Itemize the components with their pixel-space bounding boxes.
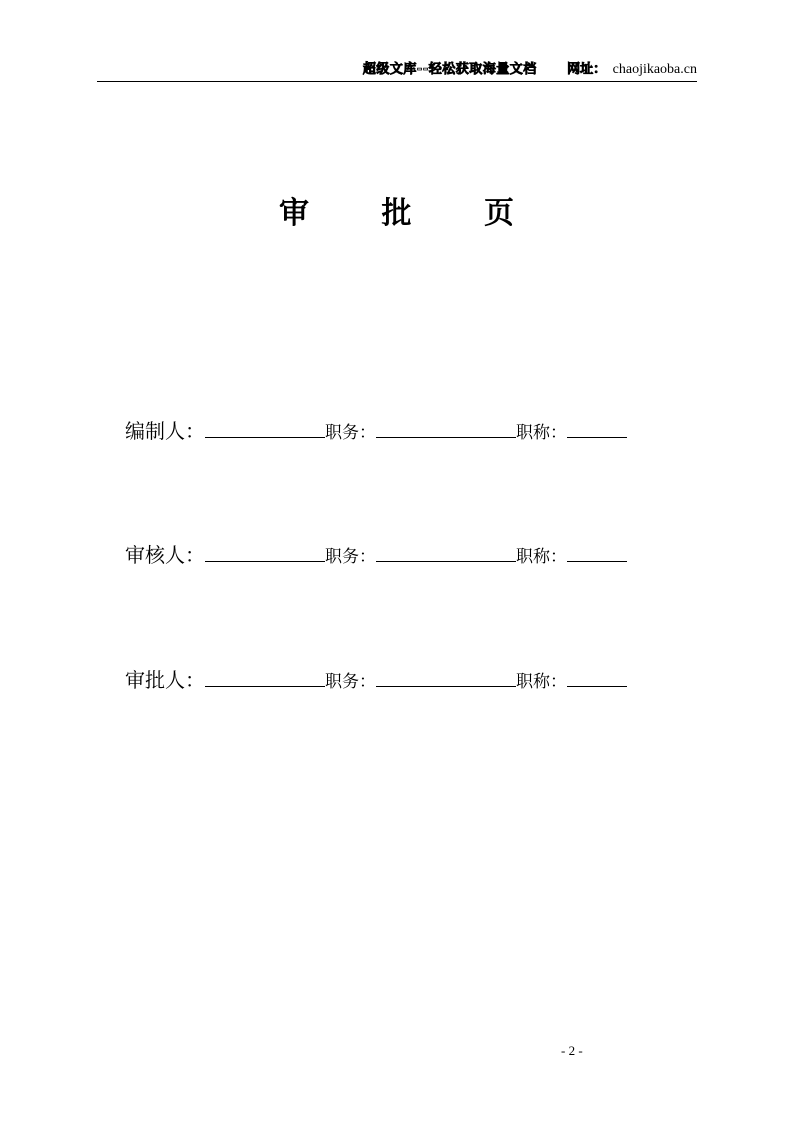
signature-row-approver — [125, 668, 627, 694]
role-label: 审核人： — [125, 543, 205, 567]
title-char-2: 批 — [381, 196, 412, 231]
role-label: 编制人： — [125, 419, 205, 443]
duty-blank — [376, 419, 516, 438]
page-title — [0, 188, 793, 232]
rank-blank — [567, 543, 627, 562]
title-char-1: 审 — [279, 196, 310, 231]
signature-row-reviewer — [125, 543, 627, 569]
name-blank — [205, 419, 325, 438]
header-text — [363, 58, 697, 78]
rank-label: 职称： — [516, 547, 567, 567]
rank-blank — [567, 419, 627, 438]
header-url-label: 网址： — [567, 62, 607, 77]
rank-label: 职称： — [516, 423, 567, 443]
name-blank — [205, 668, 325, 687]
header-site-name: 超级文库--轻松获取海量文档 — [362, 62, 537, 77]
duty-label: 职务： — [325, 423, 376, 443]
duty-blank — [376, 543, 516, 562]
signature-row-compiler — [125, 419, 627, 445]
duty-blank — [376, 668, 516, 687]
rank-blank — [567, 668, 627, 687]
rank-label: 职称： — [516, 672, 567, 692]
name-blank — [205, 543, 325, 562]
page-header — [97, 52, 697, 82]
header-url: chaojikaoba.cn — [612, 62, 697, 77]
page-number: - 2 - — [561, 1043, 583, 1058]
duty-label: 职务： — [325, 672, 376, 692]
role-label: 审批人： — [125, 668, 205, 692]
title-char-3: 页 — [483, 196, 514, 231]
duty-label: 职务： — [325, 547, 376, 567]
